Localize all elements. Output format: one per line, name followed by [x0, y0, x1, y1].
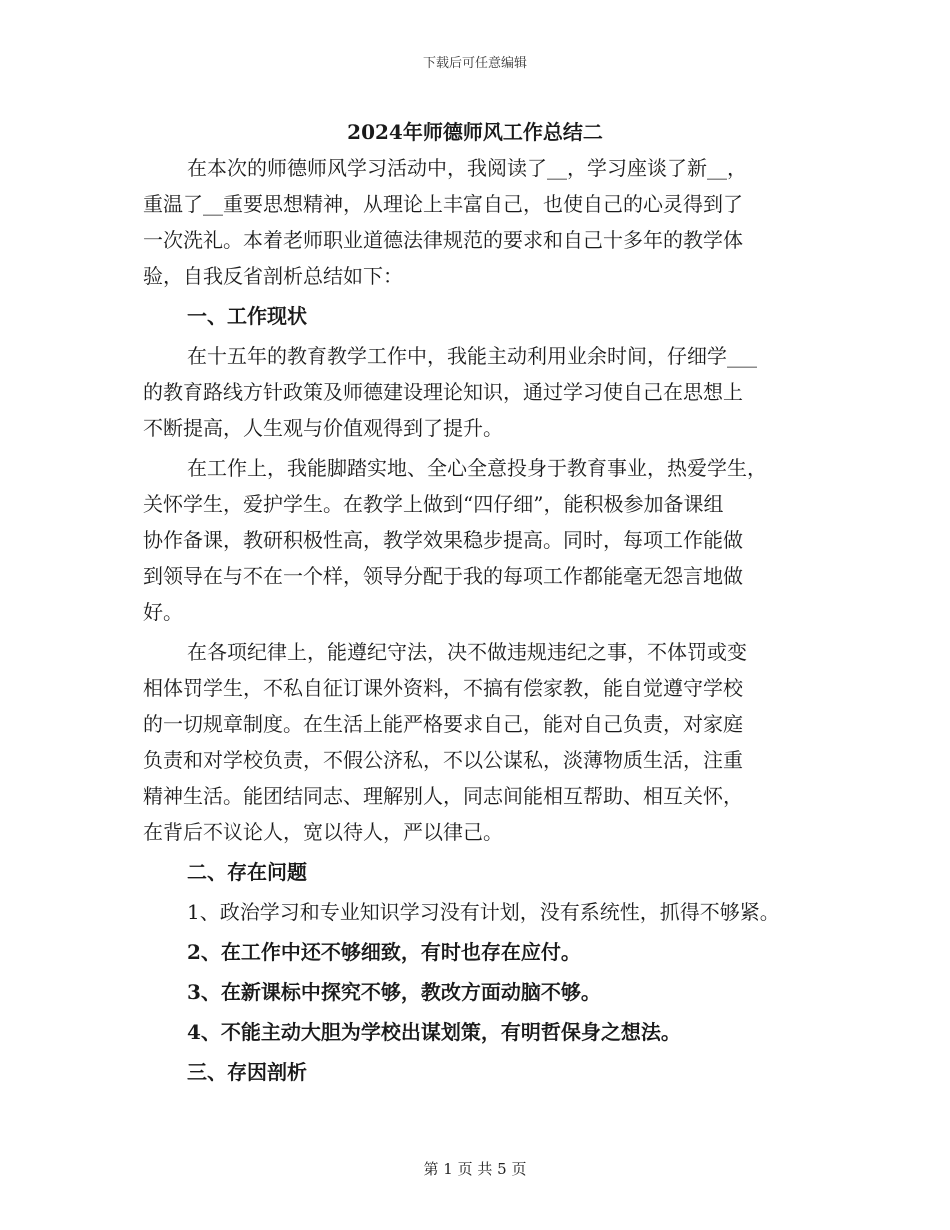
- paragraph-line: 好。: [143, 600, 183, 624]
- paragraph-line: 验，自我反省剖析总结如下：: [143, 264, 403, 288]
- paragraph-line: 关怀学生，爱护学生。在教学上做到“四仔细”，能积极参加备课组: [143, 492, 724, 516]
- paragraph-line: 重温了__重要思想精神，从理论上丰富自己，也使自己的心灵得到了: [143, 192, 743, 216]
- section-heading: 一、工作现状: [187, 304, 307, 328]
- issue-item: 4、不能主动大胆为学校出谋划策，有明哲保身之想法。: [187, 1020, 681, 1044]
- paragraph-line: 一次洗礼。本着老师职业道德法律规范的要求和自己十多年的教学体: [143, 228, 743, 252]
- paragraph-line: 在各项纪律上，能遵纪守法，决不做违规违纪之事，不体罚或变: [187, 640, 747, 664]
- paragraph-line: 不断提高，人生观与价值观得到了提升。: [143, 416, 503, 440]
- issue-item: 3、在新课标中探究不够，教改方面动脑不够。: [187, 980, 601, 1004]
- paragraph-line: 在十五年的教育教学工作中，我能主动利用业余时间，仔细学___: [187, 344, 757, 368]
- issue-item: 1、政治学习和专业知识学习没有计划，没有系统性，抓得不够紧。: [187, 900, 780, 924]
- paragraph-line: 协作备课，教研积极性高，教学效果稳步提高。同时，每项工作能做: [143, 528, 743, 552]
- header-note: 下载后可任意编辑: [422, 56, 527, 71]
- paragraph-line: 在背后不议论人，宽以待人，严以律己。: [143, 820, 503, 844]
- section-heading: 二、存在问题: [187, 860, 307, 884]
- paragraph-line: 的教育路线方针政策及师德建设理论知识，通过学习使自己在思想上: [143, 380, 743, 404]
- paragraph-line: 相体罚学生，不私自征订课外资料，不搞有偿家教，能自觉遵守学校: [143, 676, 743, 700]
- issue-item: 2、在工作中还不够细致，有时也存在应付。: [187, 940, 581, 964]
- paragraph-line: 在工作上，我能脚踏实地、全心全意投身于教育事业，热爱学生，: [187, 456, 767, 480]
- page-footer: 第 1 页 共 5 页: [423, 1160, 527, 1178]
- document-title: 2024年师德师风工作总结二: [347, 120, 603, 144]
- paragraph-line: 到领导在与不在一个样，领导分配于我的每项工作都能毫无怨言地做: [143, 564, 743, 588]
- paragraph-line: 的一切规章制度。在生活上能严格要求自己，能对自己负责，对家庭: [143, 712, 743, 736]
- paragraph-line: 在本次的师德师风学习活动中，我阅读了__，学习座谈了新__，: [187, 156, 747, 180]
- section-heading: 三、存因剖析: [187, 1060, 307, 1084]
- paragraph-line: 负责和对学校负责，不假公济私，不以公谋私，淡薄物质生活，注重: [143, 748, 743, 772]
- document-body: [143, 150, 833, 1090]
- paragraph-line: 精神生活。能团结同志、理解别人，同志间能相互帮助、相互关怀，: [143, 784, 743, 808]
